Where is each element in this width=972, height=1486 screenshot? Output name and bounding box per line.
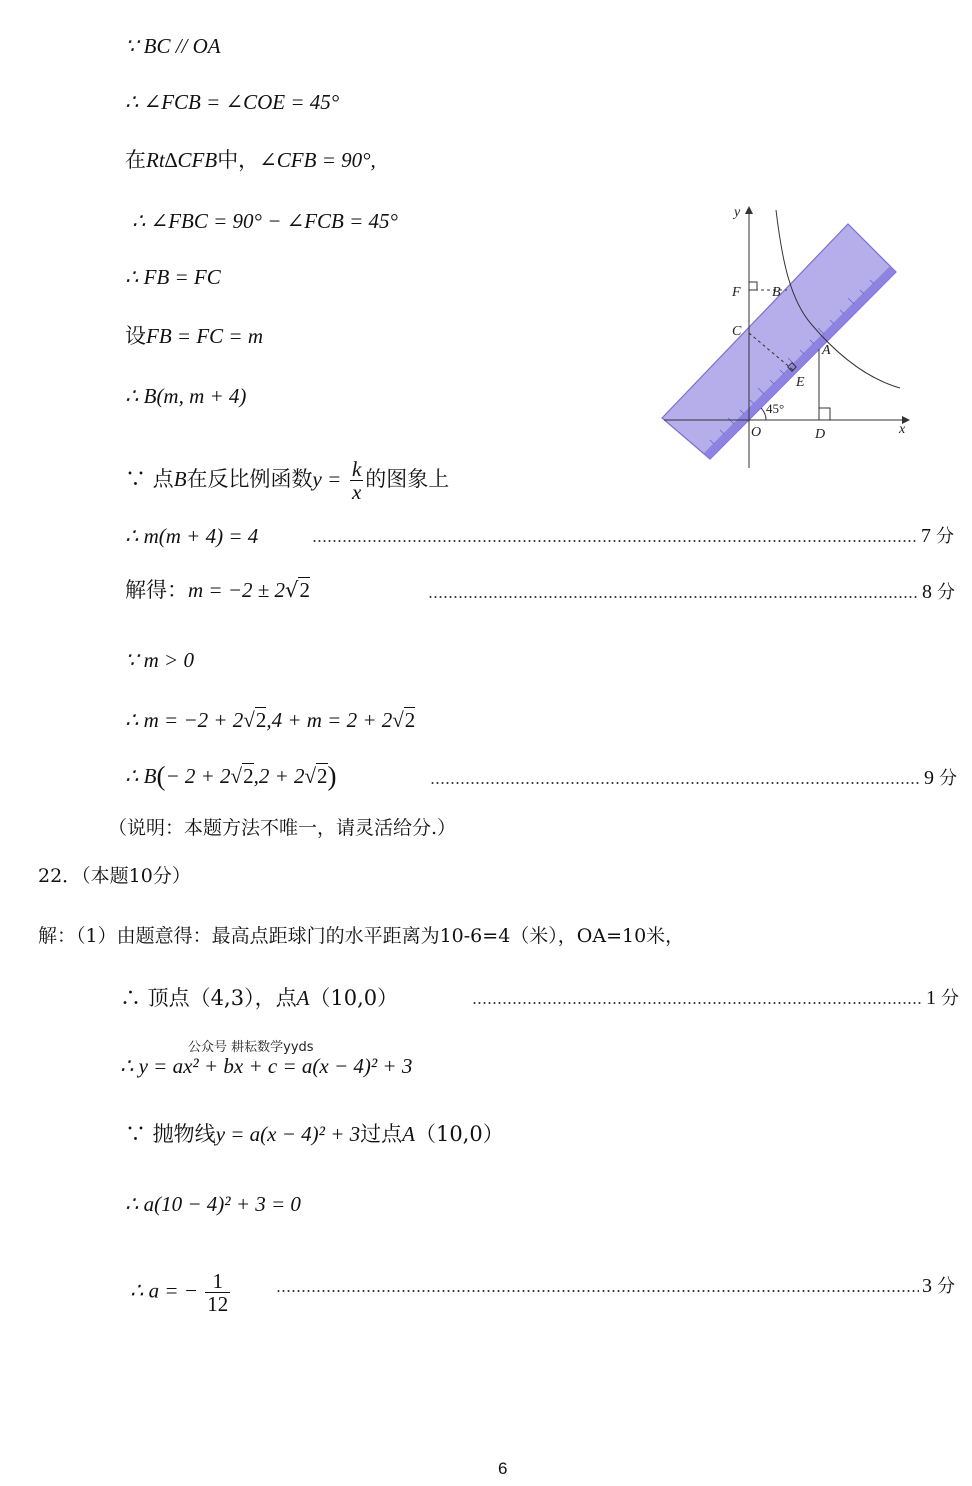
right-angle-f bbox=[749, 282, 757, 290]
numerator-k: k bbox=[351, 457, 362, 481]
angle-cfb: ∠CFB = 90°, bbox=[259, 148, 376, 172]
denominator-x: x bbox=[351, 480, 362, 504]
dot-leader bbox=[312, 540, 917, 542]
score-unit: 分 bbox=[941, 988, 959, 1009]
step-b-coordinates bbox=[125, 762, 337, 790]
m-value-part: ∴ m = −2 + 2 bbox=[125, 708, 244, 732]
point-a: A bbox=[296, 986, 310, 1010]
dot-leader bbox=[472, 1002, 922, 1004]
radicand: 2 bbox=[404, 708, 416, 732]
score-unit: 分 bbox=[937, 1276, 955, 1297]
step-let-m bbox=[125, 322, 263, 350]
score-7 bbox=[921, 522, 954, 551]
triangle-cfb: Rt∆CFB bbox=[146, 148, 218, 172]
step-m-value bbox=[125, 706, 415, 734]
b-y-part: ,2 + 2 bbox=[253, 764, 305, 788]
text-parabola: ∵ 抛物线 bbox=[125, 1122, 216, 1146]
step-inverse-function bbox=[125, 458, 449, 503]
label-o: O bbox=[751, 425, 762, 440]
sqrt-sign: √ bbox=[230, 764, 243, 788]
coordinate-figure bbox=[650, 200, 920, 470]
step-angle-fcb: ∴ ∠FCB = ∠COE = 45° bbox=[125, 90, 340, 114]
ruler bbox=[662, 224, 896, 459]
b-label: ∴ B bbox=[125, 764, 157, 788]
step-bc-parallel-oa: ∵ BC // OA bbox=[125, 34, 221, 58]
text-she: 设 bbox=[125, 324, 146, 348]
page-number: 6 bbox=[498, 1459, 508, 1478]
step-right-triangle bbox=[125, 146, 376, 174]
label-f: F bbox=[732, 285, 741, 300]
point-b: B bbox=[173, 467, 187, 491]
radicand: 2 bbox=[243, 764, 254, 788]
parabola-equation: y = a(x − 4)² + 3 bbox=[215, 1122, 361, 1146]
step-point-b: ∴ B(m, m + 4) bbox=[125, 384, 247, 408]
score-3 bbox=[922, 1272, 955, 1301]
radicand: 2 bbox=[299, 578, 310, 602]
b-x-part: − 2 + 2 bbox=[165, 764, 231, 788]
score-1 bbox=[926, 984, 959, 1013]
sqrt-sign: √ bbox=[285, 578, 299, 602]
paren-left: ( bbox=[156, 761, 166, 791]
dot-leader bbox=[428, 596, 918, 598]
score-9 bbox=[924, 764, 957, 793]
text-vertex: ∴ 顶点（4,3），点 bbox=[120, 986, 297, 1010]
text-on-function: 在反比例函数 bbox=[186, 467, 313, 491]
score-value: 8 bbox=[922, 581, 932, 603]
text-jiede: 解得： bbox=[125, 578, 188, 602]
label-d: D bbox=[815, 427, 826, 442]
paren-right: ) bbox=[327, 761, 337, 791]
point-a-coord: （10,0） bbox=[414, 1122, 504, 1146]
label-e: E bbox=[796, 375, 805, 390]
score-value: 7 bbox=[921, 525, 931, 547]
point-a-coord: （10,0） bbox=[309, 986, 399, 1010]
step-substitute-a: ∴ a(10 − 4)² + 3 = 0 bbox=[125, 1192, 301, 1216]
sqrt-sign: √ bbox=[243, 708, 255, 732]
step-fb-eq-fc: ∴ FB = FC bbox=[125, 265, 221, 289]
numerator-one: 1 bbox=[205, 1270, 230, 1293]
radicand: 2 bbox=[255, 708, 267, 732]
step-angle-fbc: ∴ ∠FBC = 90° − ∠FCB = 45° bbox=[132, 209, 398, 233]
step-a-value bbox=[130, 1270, 232, 1315]
step-equation-m: ∴ m(m + 4) = 4 bbox=[125, 524, 259, 548]
note-explanation: （说明：本题方法不唯一，请灵活给分.） bbox=[108, 817, 457, 839]
score-unit: 分 bbox=[936, 526, 954, 547]
a-equals: ∴ a = − bbox=[130, 1278, 198, 1303]
score-value: 3 bbox=[922, 1275, 932, 1297]
watermark-text: 公众号 耕耘数学yyds bbox=[188, 1040, 314, 1055]
score-8 bbox=[922, 578, 955, 607]
label-c: C bbox=[732, 324, 742, 339]
step-parabola-form: ∴ y = ax² + bx + c = a(x − 4)² + 3 bbox=[120, 1054, 413, 1078]
text-graph: 的图象上 bbox=[365, 467, 450, 491]
score-unit: 分 bbox=[939, 768, 957, 789]
ruler-body bbox=[662, 224, 896, 459]
fraction-k-over-x bbox=[350, 458, 363, 503]
point-a: A bbox=[402, 1122, 415, 1146]
step-m-positive: ∵ m > 0 bbox=[125, 648, 194, 672]
question-22-solution: 解：（1）由题意得：最高点距球门的水平距离为10-6=4（米），OA=10米， bbox=[38, 925, 685, 947]
text-through: 过点 bbox=[360, 1122, 403, 1146]
right-angle-d bbox=[819, 408, 830, 420]
y-equals: y = bbox=[312, 467, 342, 491]
step-parabola-through-a bbox=[125, 1120, 504, 1148]
text-zhong: 中， bbox=[217, 148, 260, 172]
score-value: 1 bbox=[926, 987, 936, 1009]
step-vertex bbox=[120, 984, 398, 1012]
score-value: 9 bbox=[924, 767, 934, 789]
dot-leader bbox=[276, 1290, 919, 1292]
four-plus-m: ,4 + m = 2 + 2 bbox=[266, 708, 393, 732]
score-unit: 分 bbox=[937, 582, 955, 603]
sqrt-sign: √ bbox=[392, 708, 404, 732]
fraction-one-over-twelve bbox=[205, 1270, 230, 1315]
text-since-point: ∵ 点 bbox=[125, 467, 174, 491]
text-zai: 在 bbox=[125, 148, 146, 172]
label-a: A bbox=[822, 343, 831, 358]
radicand: 2 bbox=[317, 764, 328, 788]
label-y: y bbox=[734, 205, 741, 220]
sqrt-sign: √ bbox=[304, 764, 317, 788]
m-solution: m = −2 ± 2 bbox=[188, 578, 286, 602]
question-22-title: 22．（本题10分） bbox=[38, 865, 191, 887]
fb-fc-m: FB = FC = m bbox=[146, 324, 263, 348]
label-b: B bbox=[772, 285, 781, 300]
label-x: x bbox=[899, 422, 906, 437]
label-angle: 45° bbox=[766, 401, 785, 416]
denominator-twelve: 12 bbox=[207, 1292, 229, 1316]
step-solve-m bbox=[125, 576, 310, 604]
dot-leader bbox=[430, 782, 920, 784]
